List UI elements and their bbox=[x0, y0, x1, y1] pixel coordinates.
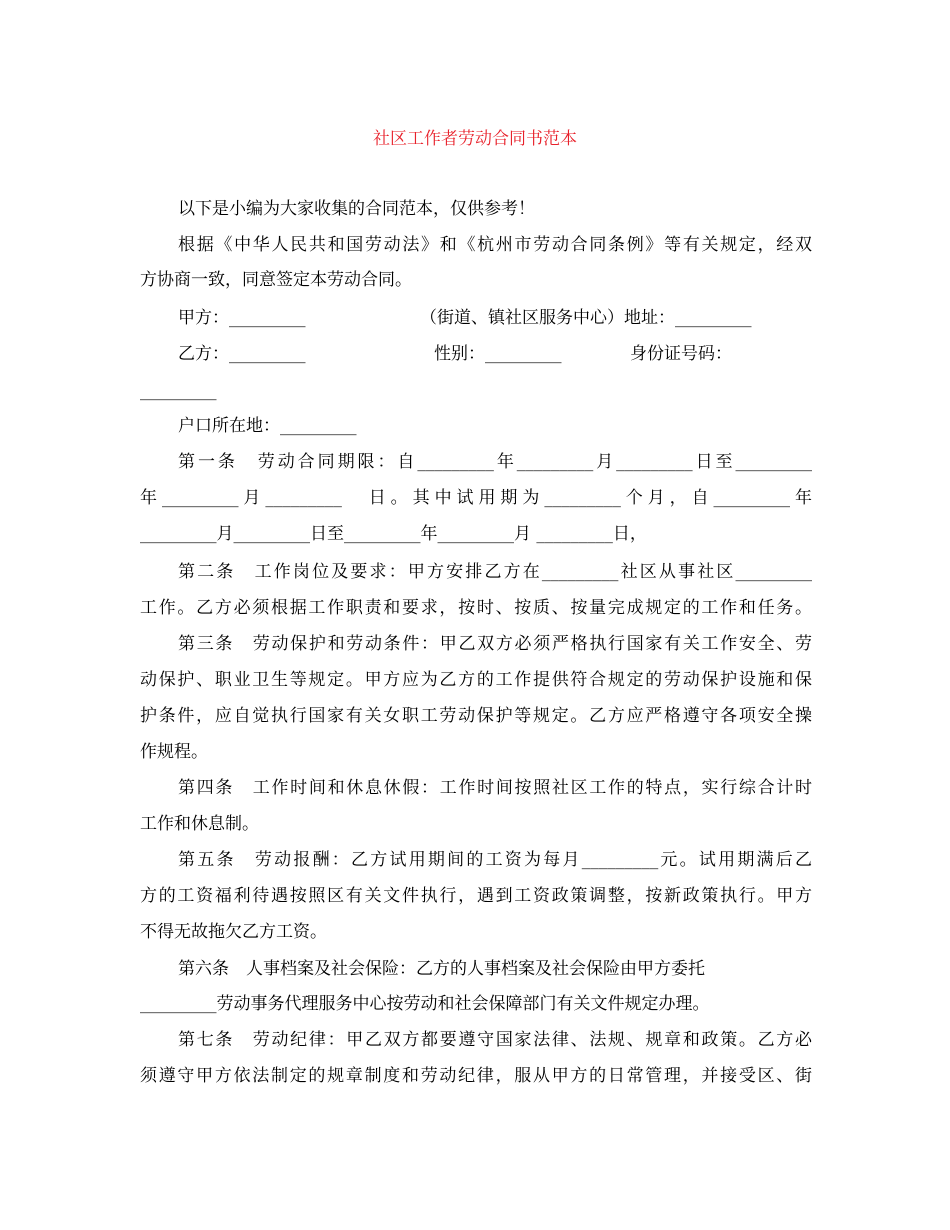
article-2-line-2: 工作。乙方必须根据工作职责和要求，按时、按质、按量完成规定的工作和任务。 bbox=[140, 598, 812, 618]
article-3-line-2: 动保护、职业卫生等规定。甲方应为乙方的工作提供符合规定的劳动保护设施和保 bbox=[140, 670, 812, 690]
article-4-line-2: 工作和休息制。 bbox=[140, 814, 259, 834]
document-title: 社区工作者劳动合同书范本 bbox=[373, 129, 577, 149]
article-7-line-2: 须遵守甲方依法制定的规章制度和劳动纪律，服从甲方的日常管理，并接受区、街 bbox=[140, 1066, 812, 1086]
article-5-line-3: 不得无故拖欠乙方工资。 bbox=[140, 922, 327, 942]
party-a-center-address-field: （街道、镇社区服务中心）地址：_________ bbox=[420, 308, 752, 328]
basis-line-2: 方协商一致，同意签定本劳动合同。 bbox=[140, 270, 412, 290]
article-3-line-1: 第三条 劳动保护和劳动条件：甲乙双方必须严格执行国家有关工作安全、劳 bbox=[178, 634, 812, 654]
article-3-line-4: 作规程。 bbox=[140, 742, 208, 762]
article-4-line-1: 第四条 工作时间和休息休假：工作时间按照社区工作的特点，实行综合计时 bbox=[178, 778, 812, 798]
article-7-line-1: 第七条 劳动纪律：甲乙双方都要遵守国家法律、法规、规章和政策。乙方必 bbox=[178, 1030, 812, 1050]
article-3-line-3: 护条件，应自觉执行国家有关女职工劳动保护等规定。乙方应严格遵守各项安全操 bbox=[140, 706, 812, 726]
hukou-field: 户口所在地：_________ bbox=[178, 416, 357, 436]
article-1-line-2: 年_________月_________ 日。其中试用期为_________个月，自_________年 bbox=[140, 488, 812, 508]
id-number-blank: _________ bbox=[140, 381, 217, 401]
article-1-line-3: _________月_________日至_________年_________月 _________日， bbox=[140, 524, 647, 544]
basis-line-1: 根据《中华人民共和国劳动法》和《杭州市劳动合同条例》等有关规定，经双 bbox=[178, 235, 812, 255]
gender-field: 性别：_________ bbox=[434, 344, 562, 364]
article-5-line-2: 方的工资福利待遇按照区有关文件执行，遇到工资政策调整，按新政策执行。甲方 bbox=[140, 886, 812, 906]
article-2-line-1: 第二条 工作岗位及要求：甲方安排乙方在_________社区从事社区_________ bbox=[178, 562, 812, 582]
party-b-field: 乙方：_________ bbox=[178, 344, 306, 364]
intro-text: 以下是小编为大家收集的合同范本，仅供参考！ bbox=[178, 199, 535, 219]
id-number-label: 身份证号码： bbox=[630, 344, 732, 364]
article-5-line-1: 第五条 劳动报酬：乙方试用期间的工资为每月_________元。试用期满后乙 bbox=[178, 850, 812, 870]
article-1-line-1: 第一条 劳动合同期限：自_________年_________月_________日至_________ bbox=[178, 452, 812, 472]
party-a-field: 甲方：_________ bbox=[178, 308, 306, 328]
article-6-line-1: 第六条 人事档案及社会保险：乙方的人事档案及社会保险由甲方委托 bbox=[178, 959, 705, 979]
article-6-line-2: _________劳动事务代理服务中心按劳动和社会保障部门有关文件规定办理。 bbox=[140, 994, 710, 1014]
